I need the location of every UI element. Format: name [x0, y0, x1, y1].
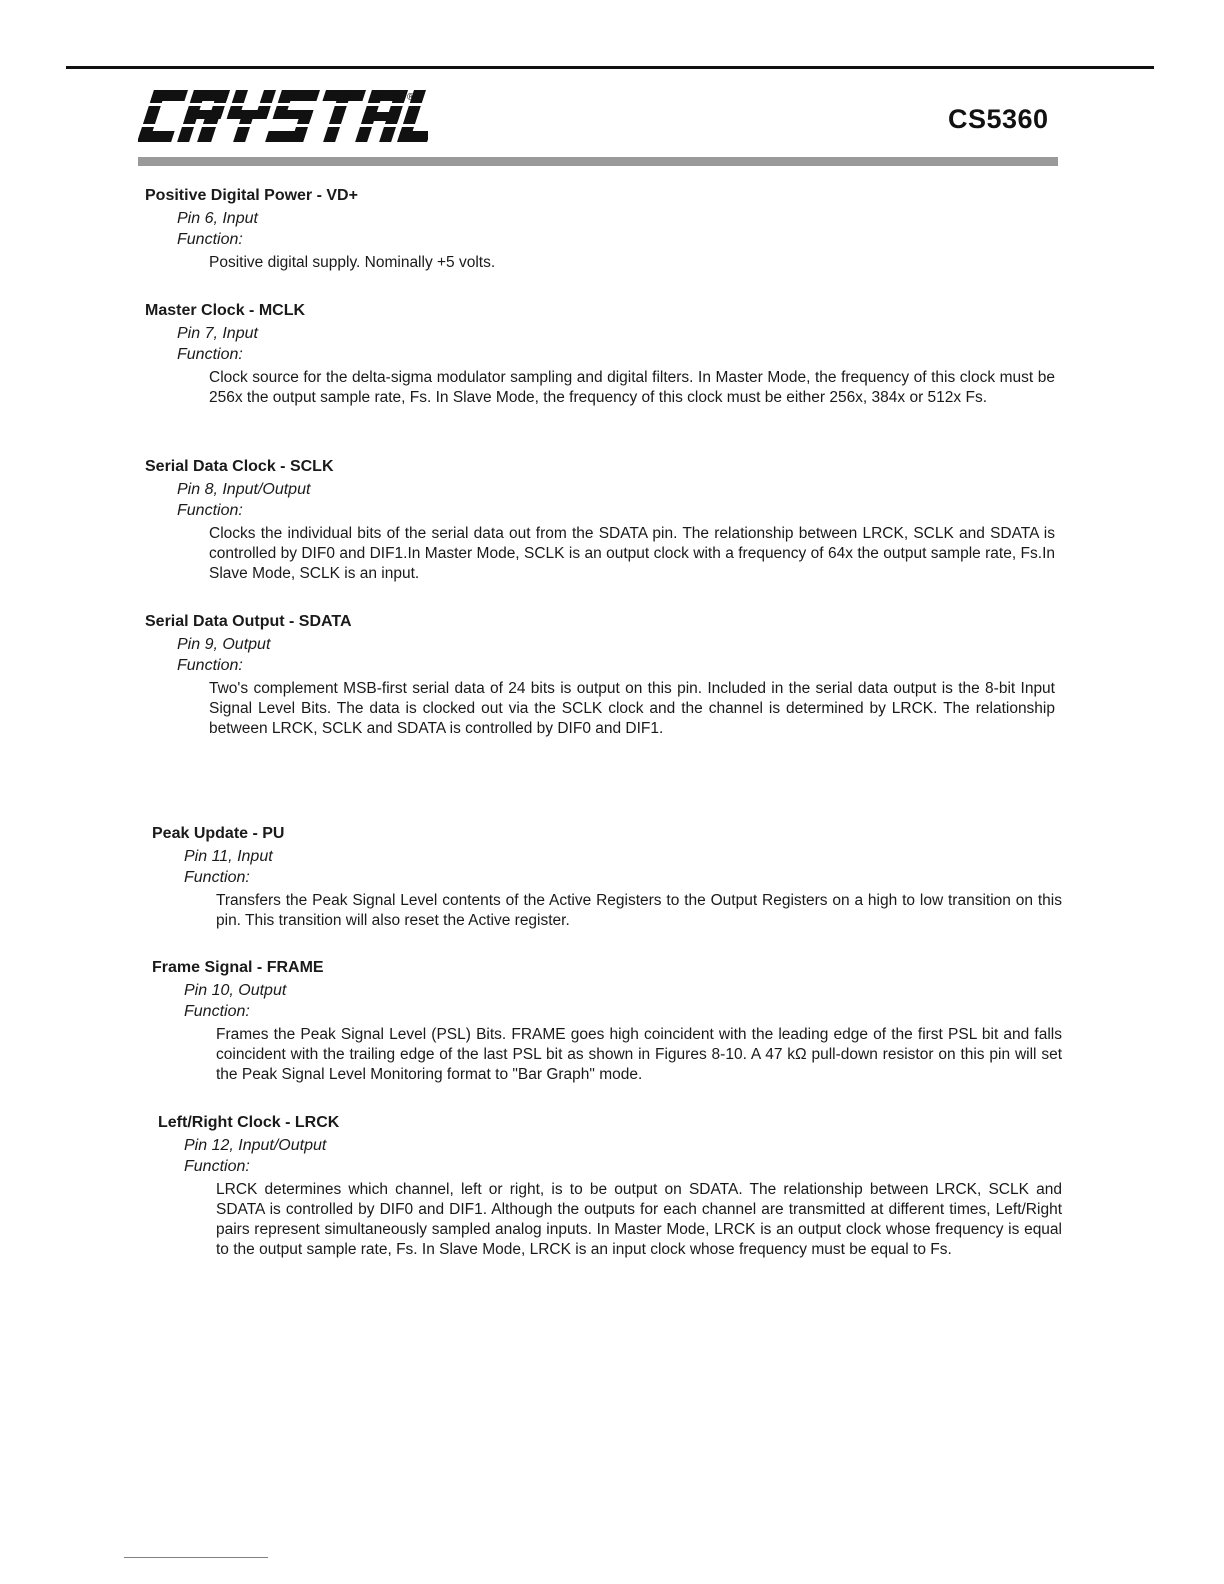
function-description: Clock source for the delta-sigma modulator sampling and digital filters. In Master Mode, the frequency of this clock must be 256x the output sample rate, Fs. In Slave Mode, the frequency of this clock must be either 256x, 384x or 512x Fs.	[209, 369, 1055, 406]
section-title: Frame Signal - FRAME	[152, 959, 324, 976]
header-band	[138, 157, 1058, 166]
function-label: Function:	[177, 231, 243, 248]
footer-rule	[124, 1557, 268, 1558]
function-description: Frames the Peak Signal Level (PSL) Bits. FRAME goes high coincident with the leading edge of the first PSL bit and falls coincident with the trailing edge of the last PSL bit as shown in Figures 8-10. A 47 kΩ pull-down resistor on this pin will set the Peak Signal Level Monitoring format to "Bar Graph" mode.	[216, 1026, 1062, 1083]
function-description: Transfers the Peak Signal Level contents of the Active Registers to the Output Registers on a high to low transition on this pin. This transition will also reset the Active register.	[216, 892, 1062, 929]
section-title: Serial Data Clock - SCLK	[145, 458, 334, 475]
section-sdata	[145, 611, 1065, 739]
section-vd	[145, 185, 1065, 273]
pin-info: Pin 10, Output	[184, 982, 287, 999]
section-sclk	[145, 456, 1065, 584]
section-lrck	[152, 1112, 1072, 1260]
pin-info: Pin 6, Input	[177, 210, 258, 227]
section-pu	[152, 823, 1072, 931]
section-frame	[152, 957, 1072, 1085]
function-label: Function:	[177, 346, 243, 363]
function-label: Function:	[177, 502, 243, 519]
part-number: CS5360	[948, 104, 1049, 134]
pin-info: Pin 11, Input	[184, 848, 273, 865]
crystal-logo	[138, 90, 428, 142]
function-label: Function:	[184, 1158, 250, 1175]
function-description: Two's complement MSB-first serial data of 24 bits is output on this pin. Included in the serial data output is the 8-bit Input Signal Level Bits. The data is clocked out via the SCLK clock and the channel is determined by LRCK. The relationship between LRCK, SCLK and SDATA is controlled by DIF0 and DIF1.	[209, 680, 1055, 737]
section-title: Master Clock - MCLK	[145, 302, 306, 319]
section-mclk	[145, 300, 1065, 408]
section-title: Serial Data Output - SDATA	[145, 613, 352, 630]
top-rule	[66, 66, 1154, 69]
pin-info: Pin 7, Input	[177, 325, 258, 342]
function-label: Function:	[177, 657, 243, 674]
registered-mark: ®	[407, 92, 415, 103]
function-description: Positive digital supply. Nominally +5 volts.	[209, 254, 496, 271]
section-title: Left/Right Clock - LRCK	[158, 1114, 340, 1131]
section-title: Positive Digital Power - VD+	[145, 187, 358, 204]
function-description: LRCK determines which channel, left or right, is to be output on SDATA. The relationship between LRCK, SCLK and SDATA is controlled by DIF0 and DIF1. Although the outputs for each channel are transmitted at different times, Left/Right pairs represent simultaneously sampled analog inputs. In Master Mode, LRCK is an output clock whose frequency is equal to the output sample rate, Fs. In Slave Mode, LRCK is an input clock whose frequency must be equal to Fs.	[216, 1181, 1062, 1258]
function-label: Function:	[184, 869, 250, 886]
pin-info: Pin 8, Input/Output	[177, 481, 311, 498]
pin-info: Pin 12, Input/Output	[184, 1137, 327, 1154]
function-description: Clocks the individual bits of the serial data out from the SDATA pin. The relationship between LRCK, SCLK and SDATA is controlled by DIF0 and DIF1.In Master Mode, SCLK is an output clock with a frequency of 64x the output sample rate, Fs.In Slave Mode, SCLK is an input.	[209, 525, 1055, 582]
section-title: Peak Update - PU	[152, 825, 285, 842]
function-label: Function:	[184, 1003, 250, 1020]
pin-info: Pin 9, Output	[177, 636, 271, 653]
